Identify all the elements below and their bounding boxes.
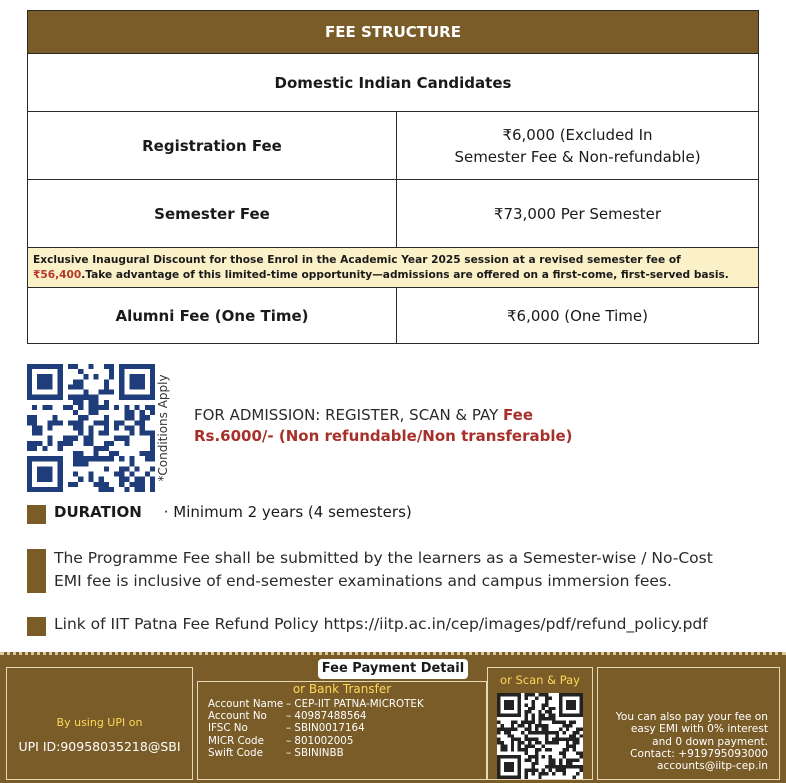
scan-pay-title: or Scan & Pay bbox=[500, 673, 580, 687]
bank-field-key: Swift Code bbox=[208, 746, 263, 759]
fee-table-header: FEE STRUCTURE bbox=[28, 11, 758, 54]
discount-price: ₹56,400 bbox=[33, 269, 82, 281]
emi-line: and 0 down payment. bbox=[652, 735, 768, 748]
scan-pay-box bbox=[487, 667, 593, 780]
bank-field-value: – SBIN0017164 bbox=[286, 722, 365, 735]
bank-field-value: – CEP-IIT PATNA-MICROTEK bbox=[286, 698, 424, 710]
alumni-fee-value: ₹6,000 (One Time) bbox=[507, 306, 648, 325]
discount-text-after: .Take advantage of this limited-time opportunity—admissions are offered on a first-come, first-served basis. bbox=[81, 269, 729, 281]
conditions-apply-note bbox=[154, 362, 172, 494]
bank-field-value: – 801002005 bbox=[286, 734, 354, 747]
fee-structure-table bbox=[27, 10, 759, 344]
programme-fee-line2: EMI fee is inclusive of end-semester examinations and campus immersion fees. bbox=[54, 572, 672, 590]
semester-fee-row bbox=[28, 180, 758, 248]
emi-contact-phone: Contact: +919795093000 bbox=[630, 747, 768, 760]
bank-transfer-title: or Bank Transfer bbox=[292, 682, 392, 696]
alumni-fee-row bbox=[28, 288, 758, 343]
fee-payment-title: Fee Payment Detail bbox=[318, 659, 468, 679]
bullet-square-icon bbox=[27, 505, 46, 524]
upi-payment-box bbox=[6, 667, 193, 780]
discount-notice bbox=[28, 248, 758, 288]
bullet-square-icon bbox=[27, 617, 46, 636]
bank-detail-row bbox=[208, 710, 424, 722]
semester-fee-label: Semester Fee bbox=[28, 180, 397, 247]
bank-details bbox=[208, 698, 424, 759]
bank-detail-row bbox=[208, 698, 424, 710]
emi-line: You can also pay your fee on bbox=[615, 711, 768, 723]
duration-info bbox=[54, 503, 412, 521]
bank-transfer-box bbox=[197, 681, 487, 780]
fee-table-subheader: Domestic Indian Candidates bbox=[28, 54, 758, 112]
alumni-fee-label: Alumni Fee (One Time) bbox=[28, 288, 397, 343]
registration-fee-value-line2: Semester Fee & Non-refundable) bbox=[454, 147, 701, 166]
refund-policy-link[interactable]: Link of IIT Patna Fee Refund Policy https://iitp.ac.in/cep/images/pdf/refund_policy.pdf bbox=[54, 615, 708, 633]
bank-field-key: Account Name bbox=[208, 698, 284, 710]
conditions-apply-label: *Conditions Apply bbox=[156, 374, 170, 482]
bank-field-value: – SBININBB bbox=[286, 746, 344, 759]
upi-id: UPI ID:90958035218@SBI bbox=[18, 739, 181, 754]
admission-fee-line: Rs.6000/- (Non refundable/Non transferable) bbox=[194, 427, 573, 445]
duration-label: DURATION bbox=[54, 503, 142, 521]
emi-line: easy EMI with 0% interest bbox=[630, 723, 768, 736]
registration-fee-value-line1: ₹6,000 (Excluded In bbox=[502, 125, 653, 144]
bank-field-key: IFSC No bbox=[208, 722, 248, 735]
bank-detail-row bbox=[208, 722, 424, 734]
emi-text bbox=[606, 711, 768, 772]
admission-text: FOR ADMISSION: REGISTER, SCAN & PAY bbox=[194, 406, 504, 424]
duration-value: · Minimum 2 years (4 semesters) bbox=[163, 503, 412, 521]
bank-detail-row bbox=[208, 747, 424, 759]
bank-field-key: Account No bbox=[208, 710, 267, 723]
programme-fee-line1: The Programme Fee shall be submitted by the learners as a Semester-wise / No-Cost bbox=[54, 549, 713, 567]
bullet-square-icon bbox=[27, 549, 46, 593]
bank-field-value: – 40987488564 bbox=[286, 710, 367, 723]
bank-detail-row bbox=[208, 735, 424, 747]
emi-contact-email[interactable]: accounts@iitp-cep.in bbox=[657, 760, 768, 773]
bank-field-key: MICR Code bbox=[208, 734, 264, 747]
semester-fee-value: ₹73,000 Per Semester bbox=[493, 204, 662, 223]
registration-fee-row bbox=[28, 112, 758, 180]
programme-fee-note bbox=[54, 547, 774, 593]
emi-info-box bbox=[597, 667, 780, 780]
qr-code-icon[interactable] bbox=[27, 364, 155, 492]
discount-text-before: Exclusive Inaugural Discount for those Enrol in the Academic Year 2025 session at a revised semester fee of bbox=[33, 254, 681, 266]
registration-fee-label: Registration Fee bbox=[28, 112, 397, 179]
qr-code-icon[interactable] bbox=[497, 693, 583, 779]
upi-by-label: By using UPI on bbox=[56, 716, 143, 729]
admission-fee-word: Fee bbox=[503, 406, 534, 424]
fee-payment-footer bbox=[0, 652, 786, 783]
admission-instructions bbox=[194, 405, 614, 447]
registration-fee-value bbox=[397, 112, 758, 179]
